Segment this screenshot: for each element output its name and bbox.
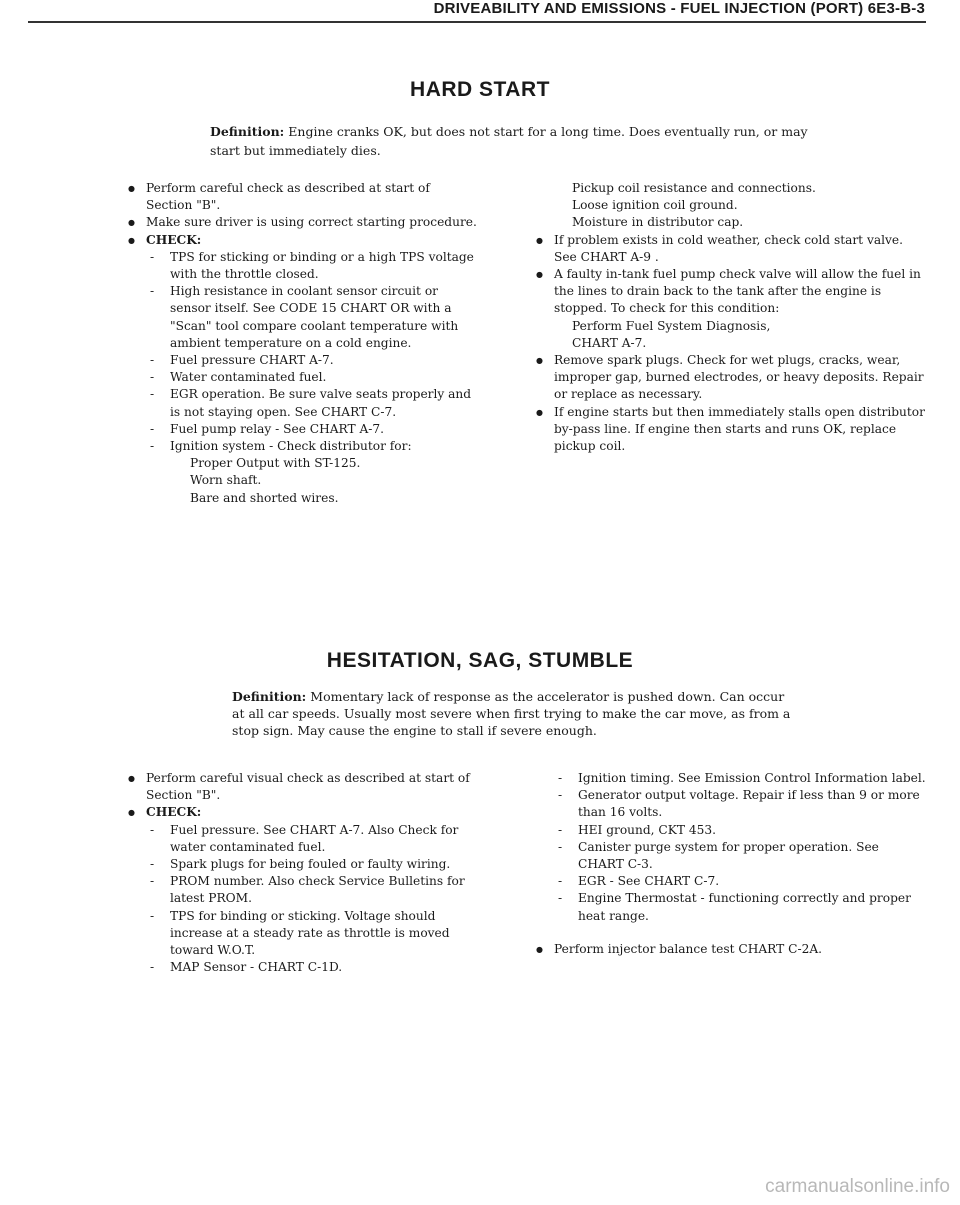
- list-item: ● Perform careful visual check as described at start of Section "B".: [128, 770, 478, 804]
- watermark: carmanualsonline.info: [765, 1176, 950, 1197]
- check-item: - Ignition system - Check distributor for:: [128, 438, 478, 455]
- check-item: - Engine Thermostat - functioning correctly and proper heat range.: [536, 890, 926, 924]
- check-item: - Fuel pressure CHART A-7.: [128, 352, 478, 369]
- check-item: - TPS for binding or sticking. Voltage should increase at a steady rate as throttle is moved toward W.O.T.: [128, 908, 478, 960]
- check-heading: ● CHECK:: [128, 804, 478, 821]
- list-item: ● Make sure driver is using correct starting procedure.: [128, 214, 478, 231]
- section-title-hard-start: HARD START: [410, 78, 550, 101]
- distributor-item: Bare and shorted wires.: [190, 490, 339, 505]
- list-item: ● If engine starts but then immediately stalls open distributor by-pass line. If engine then starts and runs OK, replace pickup coil.: [536, 404, 926, 456]
- check-item: - Fuel pressure. See CHART A-7. Also Check for water contaminated fuel.: [128, 822, 478, 856]
- header-rule: [28, 21, 926, 23]
- distributor-item: Moisture in distributor cap.: [572, 215, 744, 230]
- hesitation-right-column: [536, 770, 926, 958]
- check-item: - EGR operation. Be sure valve seats properly and is not staying open. See CHART C-7.: [128, 386, 478, 420]
- check-item: - EGR - See CHART C-7.: [536, 873, 926, 890]
- hard-start-right-column: [536, 180, 926, 455]
- list-item: ● Perform careful check as described at start of Section "B".: [128, 180, 478, 214]
- definition-text: Engine cranks OK, but does not start for a long time. Does eventually run, or may start but immediately dies.: [210, 124, 808, 158]
- check-heading: ● CHECK:: [128, 232, 478, 249]
- check-item: - Ignition timing. See Emission Control Information label.: [536, 770, 926, 787]
- distributor-item: Pickup coil resistance and connections.: [572, 181, 816, 195]
- check-item: - Canister purge system for proper operation. See CHART C-3.: [536, 839, 926, 873]
- hard-start-left-column: [128, 180, 478, 507]
- check-item: - Fuel pump relay - See CHART A-7.: [128, 421, 478, 438]
- check-item: - PROM number. Also check Service Bulletins for latest PROM.: [128, 873, 478, 907]
- distributor-item: Proper Output with ST-125.: [190, 456, 361, 471]
- definition-label: Definition:: [210, 124, 285, 139]
- list-item: ● Perform injector balance test CHART C-2A.: [536, 941, 926, 958]
- distributor-item: Worn shaft.: [190, 473, 262, 488]
- fuel-system-item: CHART A-7.: [572, 335, 647, 350]
- check-item: - MAP Sensor - CHART C-1D.: [128, 959, 478, 976]
- check-item: - Spark plugs for being fouled or faulty wiring.: [128, 856, 478, 873]
- list-item: ● A faulty in-tank fuel pump check valve will allow the fuel in the lines to drain back to the tank after the engine is stopped. To check for this condition:: [536, 266, 926, 318]
- check-item: - HEI ground, CKT 453.: [536, 822, 926, 839]
- list-item: ● If problem exists in cold weather, check cold start valve. See CHART A-9 .: [536, 232, 926, 266]
- distributor-item: Loose ignition coil ground.: [572, 198, 738, 213]
- fuel-system-item: Perform Fuel System Diagnosis,: [572, 318, 771, 333]
- hesitation-left-column: [128, 770, 478, 976]
- hesitation-definition: [232, 688, 792, 739]
- list-item: ● Remove spark plugs. Check for wet plugs, cracks, wear, improper gap, burned electrodes, or heavy deposits. Repair or replace as necessary.: [536, 352, 926, 404]
- running-head: DRIVEABILITY AND EMISSIONS - FUEL INJECTION (PORT) 6E3-B-3: [433, 0, 925, 17]
- check-item: - High resistance in coolant sensor circuit or sensor itself. See CODE 15 CHART OR with a "Scan" tool compare coolant temperature with ambient temperature on a cold engine.: [128, 283, 478, 352]
- hard-start-definition: [210, 122, 810, 160]
- section-title-hesitation: HESITATION, SAG, STUMBLE: [326, 649, 634, 672]
- check-item: - Water contaminated fuel.: [128, 369, 478, 386]
- check-item: - TPS for sticking or binding or a high TPS voltage with the throttle closed.: [128, 249, 478, 283]
- definition-text: Momentary lack of response as the accelerator is pushed down. Can occur at all car speeds. Usually most severe when first trying to make the car move, as from a stop sign. May cause the engine to stall if severe enough.: [232, 689, 791, 738]
- definition-label: Definition:: [232, 689, 307, 704]
- check-item: - Generator output voltage. Repair if less than 9 or more than 16 volts.: [536, 787, 926, 821]
